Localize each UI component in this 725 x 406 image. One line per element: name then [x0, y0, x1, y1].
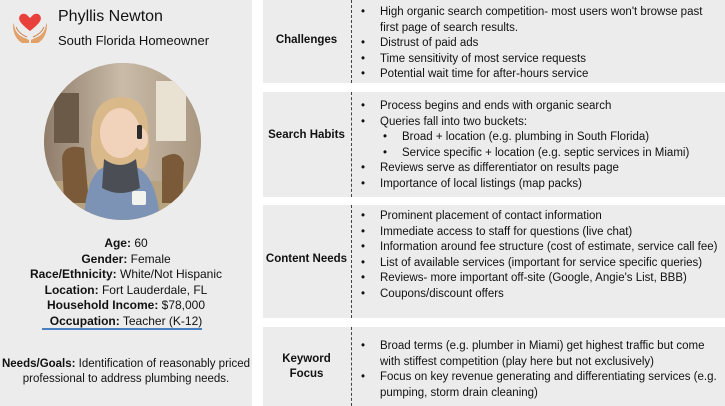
list-item: • High organic search competition- most users won't browse past first page of search results.: [361, 5, 721, 36]
list-item: • Time sensitivity of most service requests: [361, 52, 721, 68]
demographic-income: Household Income: $78,000: [46, 298, 206, 312]
list-item: • Distrust of paid ads: [361, 36, 721, 52]
section-content-challenges: [361, 5, 721, 83]
section-content-keyword-focus: [361, 339, 721, 401]
demographic-ethnicity: Race/Ethnicity: White/Not Hispanic: [29, 267, 223, 281]
needs-goals: [0, 357, 252, 387]
demographic-gender: Gender: Female: [81, 251, 171, 266]
section-content-needs: [263, 205, 725, 318]
list-item: • Immediate access to staff for questions (live chat): [361, 225, 721, 241]
divider-line: [42, 328, 202, 330]
section-challenges: [263, 0, 725, 83]
list-item: • Reviews- more important off-site (Google, Angie's List, BBB): [361, 271, 721, 287]
list-item: • Coupons/discount offers: [361, 287, 721, 303]
section-keyword-focus: [263, 327, 725, 406]
section-divider: [351, 205, 352, 318]
persona-photo: [44, 63, 201, 220]
persona-name: Phyllis Newton: [58, 8, 163, 25]
list-item: • Information around fee structure (cost of estimate, service call fee): [361, 240, 721, 256]
demographic-age: Age: 60: [104, 236, 148, 250]
section-label-content-needs: Content Needs: [265, 253, 348, 265]
demographic-location: Location: Fort Lauderdale, FL: [44, 282, 208, 297]
list-item: • Prominent placement of contact information: [361, 209, 721, 225]
needs-goals-label: Needs/Goals:: [1, 358, 76, 370]
list-item: • Reviews serve as differentiator on results page: [361, 161, 721, 177]
section-divider: [351, 0, 352, 83]
section-label-keyword-line2: Focus: [289, 368, 324, 380]
list-sub-item: • Broad + location (e.g. plumbing in South Florida): [361, 130, 721, 146]
section-content-content-needs: [361, 209, 721, 302]
section-label-keyword-line1: Keyword: [282, 353, 331, 365]
section-content-search-habits: [361, 99, 721, 192]
persona-subtitle: South Florida Homeowner: [58, 33, 210, 48]
section-label-keyword-focus: [263, 352, 350, 382]
section-divider: [351, 327, 352, 406]
section-label-challenges: Challenges: [275, 34, 338, 46]
list-item: • Broad terms (e.g. plumber in Miami) get highest traffic but come with stiffest competition (play here but not exclusively): [361, 339, 721, 370]
section-divider: [351, 92, 352, 197]
persona-panel: [0, 0, 252, 406]
section-label-search-habits: Search Habits: [268, 129, 345, 141]
list-item: • Focus on key revenue generating and differentiating services (e.g. pumping, storm drain cleaning): [361, 370, 721, 401]
demographics-list: [0, 236, 252, 329]
list-sub-item: • Service specific + location (e.g. septic services in Miami): [361, 146, 721, 162]
list-item: • Importance of local listings (map packs): [361, 177, 721, 193]
list-item: • List of available services (important for service specific queries): [361, 256, 721, 272]
list-item: • Queries fall into two buckets:: [361, 115, 721, 131]
list-item: • Potential wait time for after-hours service: [361, 67, 721, 83]
heart-in-hands-icon: [11, 9, 49, 45]
demographic-occupation: Occupation: Teacher (K-12): [49, 313, 203, 328]
section-search-habits: [263, 92, 725, 197]
needs-goals-text: Identification of reasonably priced professional to address plumbing needs.: [22, 358, 251, 385]
list-item: • Process begins and ends with organic search: [361, 99, 721, 115]
